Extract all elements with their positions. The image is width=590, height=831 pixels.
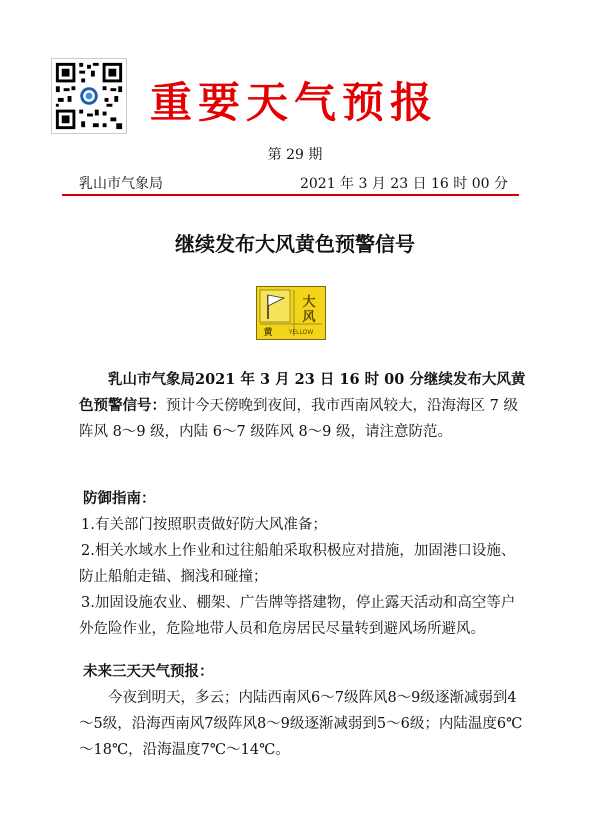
issue-number: 第 29 期: [267, 147, 323, 163]
qr-code-icon: [51, 58, 127, 134]
alert-body: 预计今天傍晚到夜间，我市西南风较大，沿海海区 7 级阵风 8～9 级，内陆 6～7 级阵风 8～9 级，请注意防范。: [79, 398, 518, 440]
defense-list: [79, 512, 527, 642]
alert-paragraph: [79, 367, 527, 445]
defense-item-3: 3.加固设施农业、棚架、广告牌等搭建物，停止露天活动和高空等户外危险作业，危险地带人员和危房居民尽量转到避风场所避风。: [79, 595, 516, 637]
forecast-heading: 未来三天天气预报：: [83, 663, 214, 680]
issuing-department: 乳山市气象局: [79, 176, 163, 192]
issue-datetime: 2021 年 3 月 23 日 16 时 00 分: [299, 176, 508, 192]
document-title: 重要天气预报: [150, 78, 439, 127]
forecast-body: 今夜到明天，多云；内陆西南风6～7级阵风8～9级逐渐减弱到4～5级，沿海西南风7级阵风8～9级逐渐减弱到5～6级；内陆温度6℃～18℃，沿海温度7℃～14℃。: [79, 690, 523, 758]
defense-item-1: 1.有关部门按照职责做好防大风准备；: [81, 517, 327, 533]
signal-corner-left: 黄: [263, 328, 273, 338]
headline: 继续发布大风黄色预警信号: [175, 232, 415, 256]
alert-lead: 乳山市气象局2021 年 3 月 23 日 16 时 00 分继续发布大风黄色预警信号：: [79, 371, 526, 414]
signal-char-feng: 风: [302, 310, 316, 325]
signal-corner-right: YELLOW: [288, 329, 314, 336]
header-divider: [62, 194, 519, 196]
defense-heading: 防御指南：: [83, 490, 156, 507]
signal-char-da: 大: [302, 295, 316, 310]
defense-item-2: 2.相关水域水上作业和过往船舶采取积极应对措施，加固港口设施、防止船舶走锚、搁浅和碰撞；: [79, 543, 516, 585]
yellow-wind-warning-icon: [256, 286, 326, 340]
